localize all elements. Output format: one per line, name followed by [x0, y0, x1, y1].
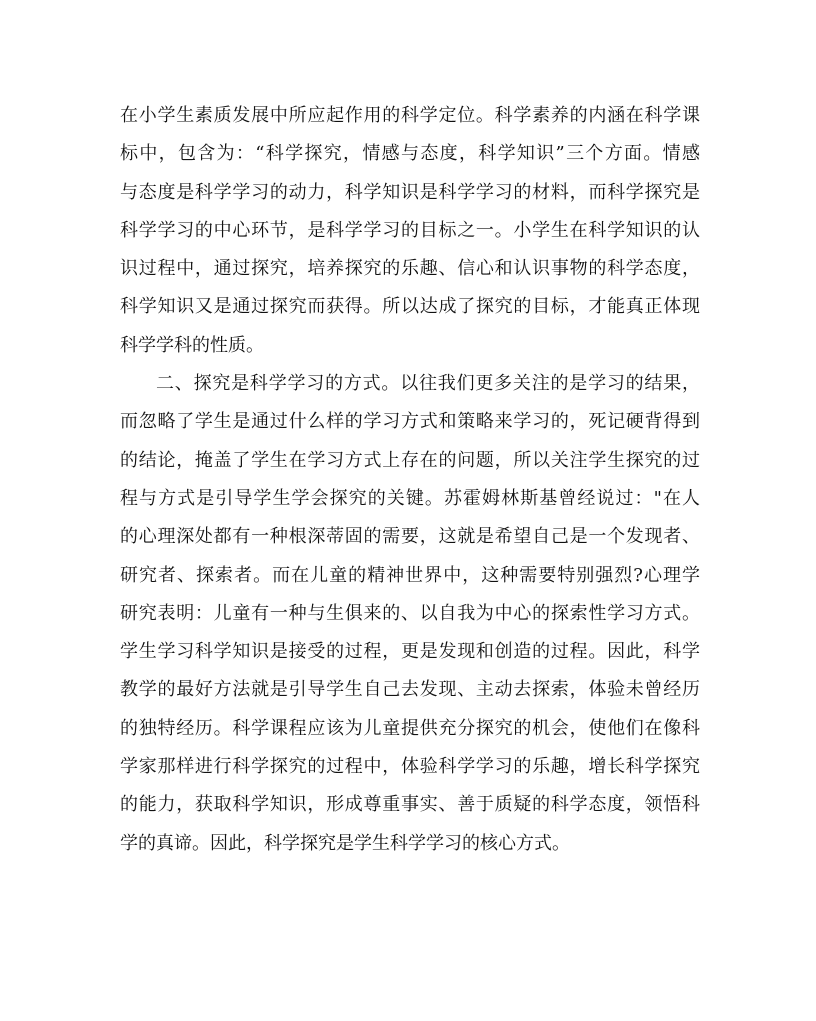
- text-line: 科学知识又是通过探究而获得。所以达成了探究的目标，才能真正体现: [120, 296, 700, 318]
- text-line: 研究表明：儿童有一种与生俱来的、以自我为中心的探索性学习方式。: [120, 602, 700, 624]
- text-line: 的结论，掩盖了学生在学习方式上存在的问题，所以关注学生探究的过: [120, 449, 700, 471]
- body-text: [120, 97, 700, 863]
- text-line: 学家那样进行科学探究的过程中，体验科学学习的乐趣，增长科学探究: [120, 756, 700, 778]
- text-line: 教学的最好方法就是引导学生自己去发现、主动去探索，体验未曾经历: [120, 679, 700, 701]
- text-line: 与态度是科学学习的动力，科学知识是科学学习的材料，而科学探究是: [120, 181, 700, 203]
- text-line: 识过程中，通过探究，培养探究的乐趣、信心和认识事物的科学态度，: [120, 258, 700, 280]
- text-line: 在小学生素质发展中所应起作用的科学定位。科学素养的内涵在科学课: [120, 105, 700, 126]
- text-line: 的心理深处都有一种根深蒂固的需要，这就是希望自己是一个发现者、: [120, 526, 700, 548]
- paragraph-end-line: 学的真谛。因此，科学探究是学生科学学习的核心方式。: [120, 832, 570, 854]
- text-line: 的能力，获取科学知识，形成尊重事实、善于质疑的科学态度，领悟科: [120, 794, 700, 816]
- section-heading-line: 二、探究是科学学习的方式。以往我们更多关注的是学习的结果，: [156, 373, 700, 395]
- text-line: 而忽略了学生是通过什么样的学习方式和策略来学习的，死记硬背得到: [120, 411, 700, 433]
- text-line: 科学学习的中心环节，是科学学习的目标之一。小学生在科学知识的认: [120, 219, 700, 241]
- text-line: 的独特经历。科学课程应该为儿童提供充分探究的机会，使他们在像科: [120, 717, 700, 739]
- text-line: 学生学习科学知识是接受的过程，更是发现和创造的过程。因此，科学: [120, 641, 700, 663]
- paragraph-end-line: 科学学科的性质。: [120, 334, 264, 356]
- text-line: 研究者、探索者。而在儿童的精神世界中，这种需要特别强烈?心理学: [120, 564, 700, 586]
- text-line: 标中，包含为：“科学探究，情感与态度，科学知识”三个方面。情感: [120, 143, 700, 165]
- text-line: 程与方式是引导学生学会探究的关键。苏霍姆林斯基曾经说过："在人: [120, 487, 700, 509]
